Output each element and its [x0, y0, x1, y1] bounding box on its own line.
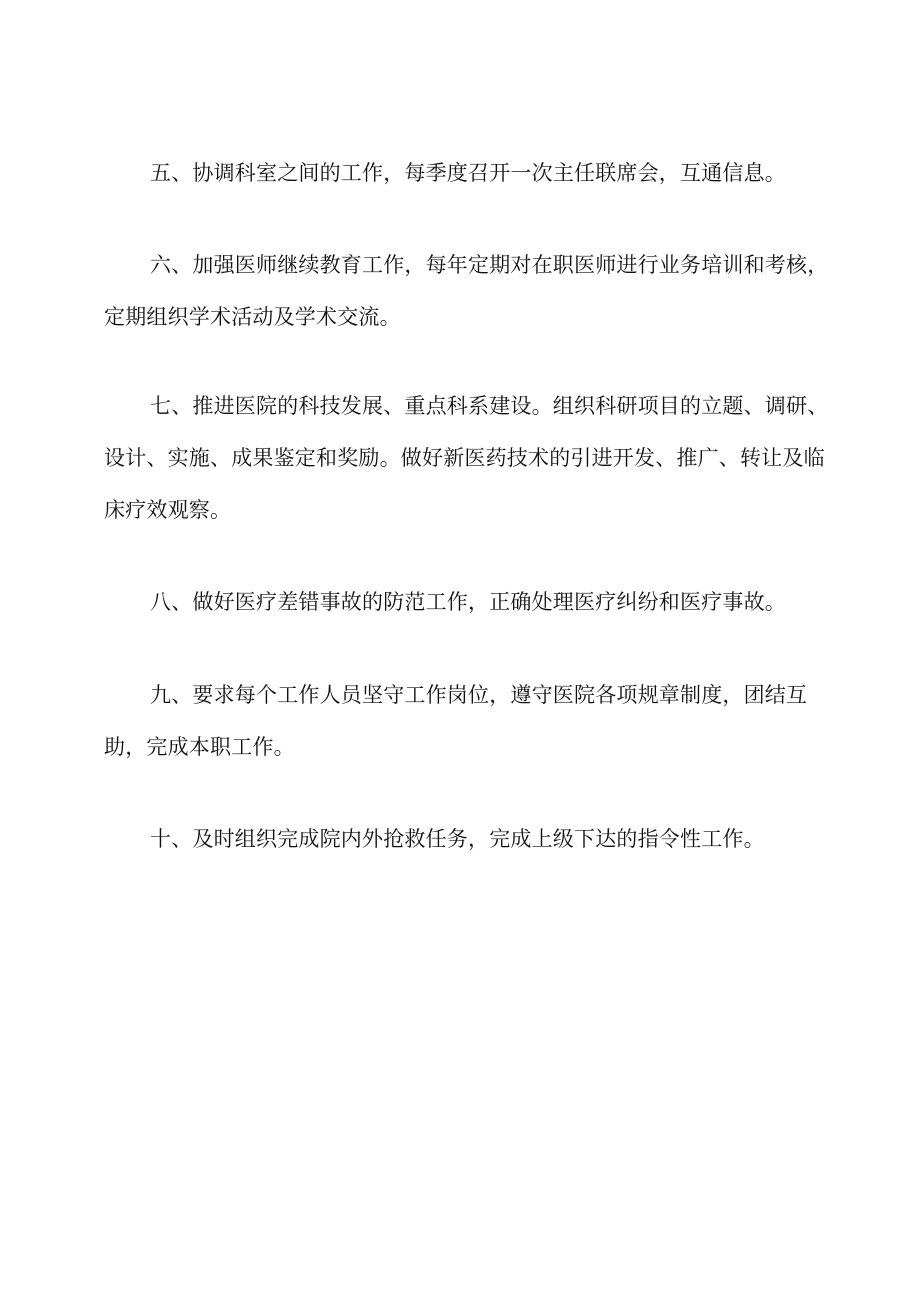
paragraph-item-5: 五、协调科室之间的工作，每季度召开一次主任联席会，互通信息。 — [150, 161, 786, 185]
paragraph-item-6: 六、加强医师继续教育工作，每年定期对在职医师进行业务培训和考核，定期组织学术活动及学术交流。 — [104, 253, 829, 329]
paragraph-item-9: 九、要求每个工作人员坚守工作岗位，遵守医院各项规章制度，团结互助，完成本职工作。 — [104, 683, 808, 759]
paragraph-item-8: 八、做好医疗差错事故的防范工作，正确处理医疗纠纷和医疗事故。 — [150, 590, 786, 614]
paragraph-item-7: 七、推进医院的科技发展、重点科系建设。组织科研项目的立题、调研、设计、实施、成果鉴定和奖励。做好新医药技术的引进开发、推广、转让及临床疗效观察。 — [104, 394, 829, 522]
paragraph-item-10: 十、及时组织完成院内外抢救任务，完成上级下达的指令性工作。 — [150, 827, 765, 851]
